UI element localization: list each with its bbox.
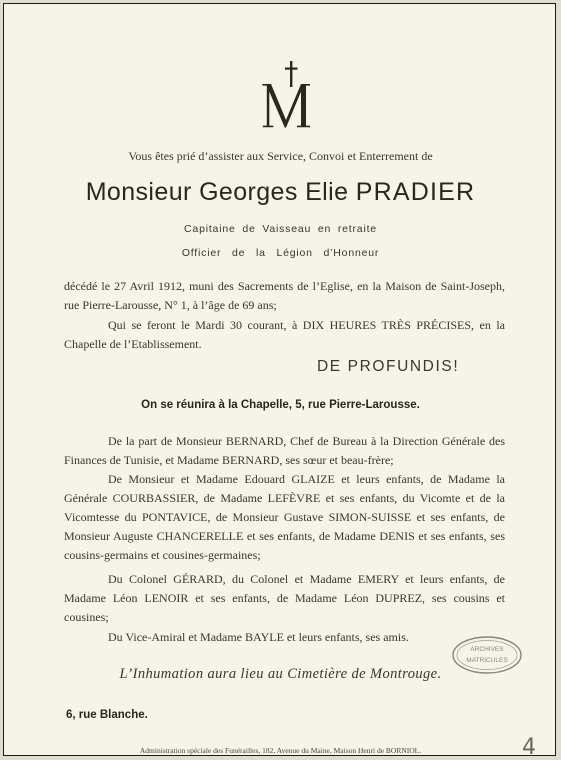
- deceased-given-names: Monsieur Georges Elie: [85, 178, 349, 206]
- deceased-rank: Capitaine de Vaisseau en retraite: [184, 223, 377, 235]
- stamp-line-1: ARCHIVES: [470, 646, 504, 653]
- death-paragraph: [64, 277, 505, 315]
- service-text: Qui se feront le Mardi 30 courant, à DIX HEURES TRÈS PRÉCISES, en la Chapelle de l’Etablissement.: [64, 318, 505, 351]
- family-paragraph-2: [64, 470, 505, 565]
- family-paragraph-3: [64, 570, 505, 627]
- death-text: décédé le 27 Avril 1912, muni des Sacrements de l’Eglise, en la Maison de Saint-Joseph, rue Pierre-Larousse, N° 1, à l’âge de 69 ans;: [64, 279, 505, 312]
- family-paragraph-4: [64, 628, 505, 647]
- deceased-surname: PRADIER: [355, 178, 476, 206]
- de-profundis-heading: DE PROFUNDIS!: [317, 358, 460, 375]
- family-text: Du Vice-Amiral et Madame BAYLE et leurs enfants, ses amis.: [108, 630, 409, 644]
- family-paragraph-1: [64, 432, 505, 470]
- inhumation-line: L’Inhumation aura lieu au Cimetière de Montrouge.: [119, 666, 442, 682]
- family-text: De Monsieur et Madame Edouard GLAIZE et leurs enfants, de Madame la Générale COURBASSIER, de Madame LEFÈVRE et ses enfants, du Vicomte et de la Vicomtesse du PONTAVICE, de Monsieur Gustave SIMON-SUISSE et ses enfants, de Monsieur Auguste CHANCERELLE et ses enfants, de Madame DENIS et ses enfants, ses cousins-germains et cousines-germaines;: [64, 472, 505, 562]
- page-number-text: 4: [522, 735, 536, 758]
- page-number: [514, 732, 542, 756]
- gathering-line: On se réunira à la Chapelle, 5, rue Pierre-Larousse.: [141, 399, 420, 411]
- cross-m-monogram-icon: [254, 59, 318, 131]
- deceased-name: [4, 178, 556, 207]
- service-paragraph: [64, 316, 505, 354]
- archive-stamp-icon: [451, 634, 523, 676]
- stamp-line-2: MATRICULES: [466, 657, 508, 664]
- deceased-honor: Officier de la Légion d’Honneur: [181, 247, 380, 259]
- funeral-notice: [3, 3, 556, 756]
- family-text: Du Colonel GÉRARD, du Colonel et Madame EMERY et leurs enfants, de Madame Léon LENOIR et ses enfants, de Madame Léon DUPREZ, ses cousins et cousines;: [64, 572, 505, 624]
- address-line: 6, rue Blanche.: [66, 709, 148, 721]
- intro-line: Vous êtes prié d’assister aux Service, Convoi et Enterrement de: [128, 149, 433, 163]
- funeral-home-footer: Administration spéciale des Funérailles, 182, Avenue du Maine, Maison Henri de BORNIOL.: [139, 746, 422, 755]
- family-text: De la part de Monsieur BERNARD, Chef de Bureau à la Direction Générale des Finances de Tunisie, et Madame BERNARD, ses sœur et beau-frère;: [64, 434, 505, 467]
